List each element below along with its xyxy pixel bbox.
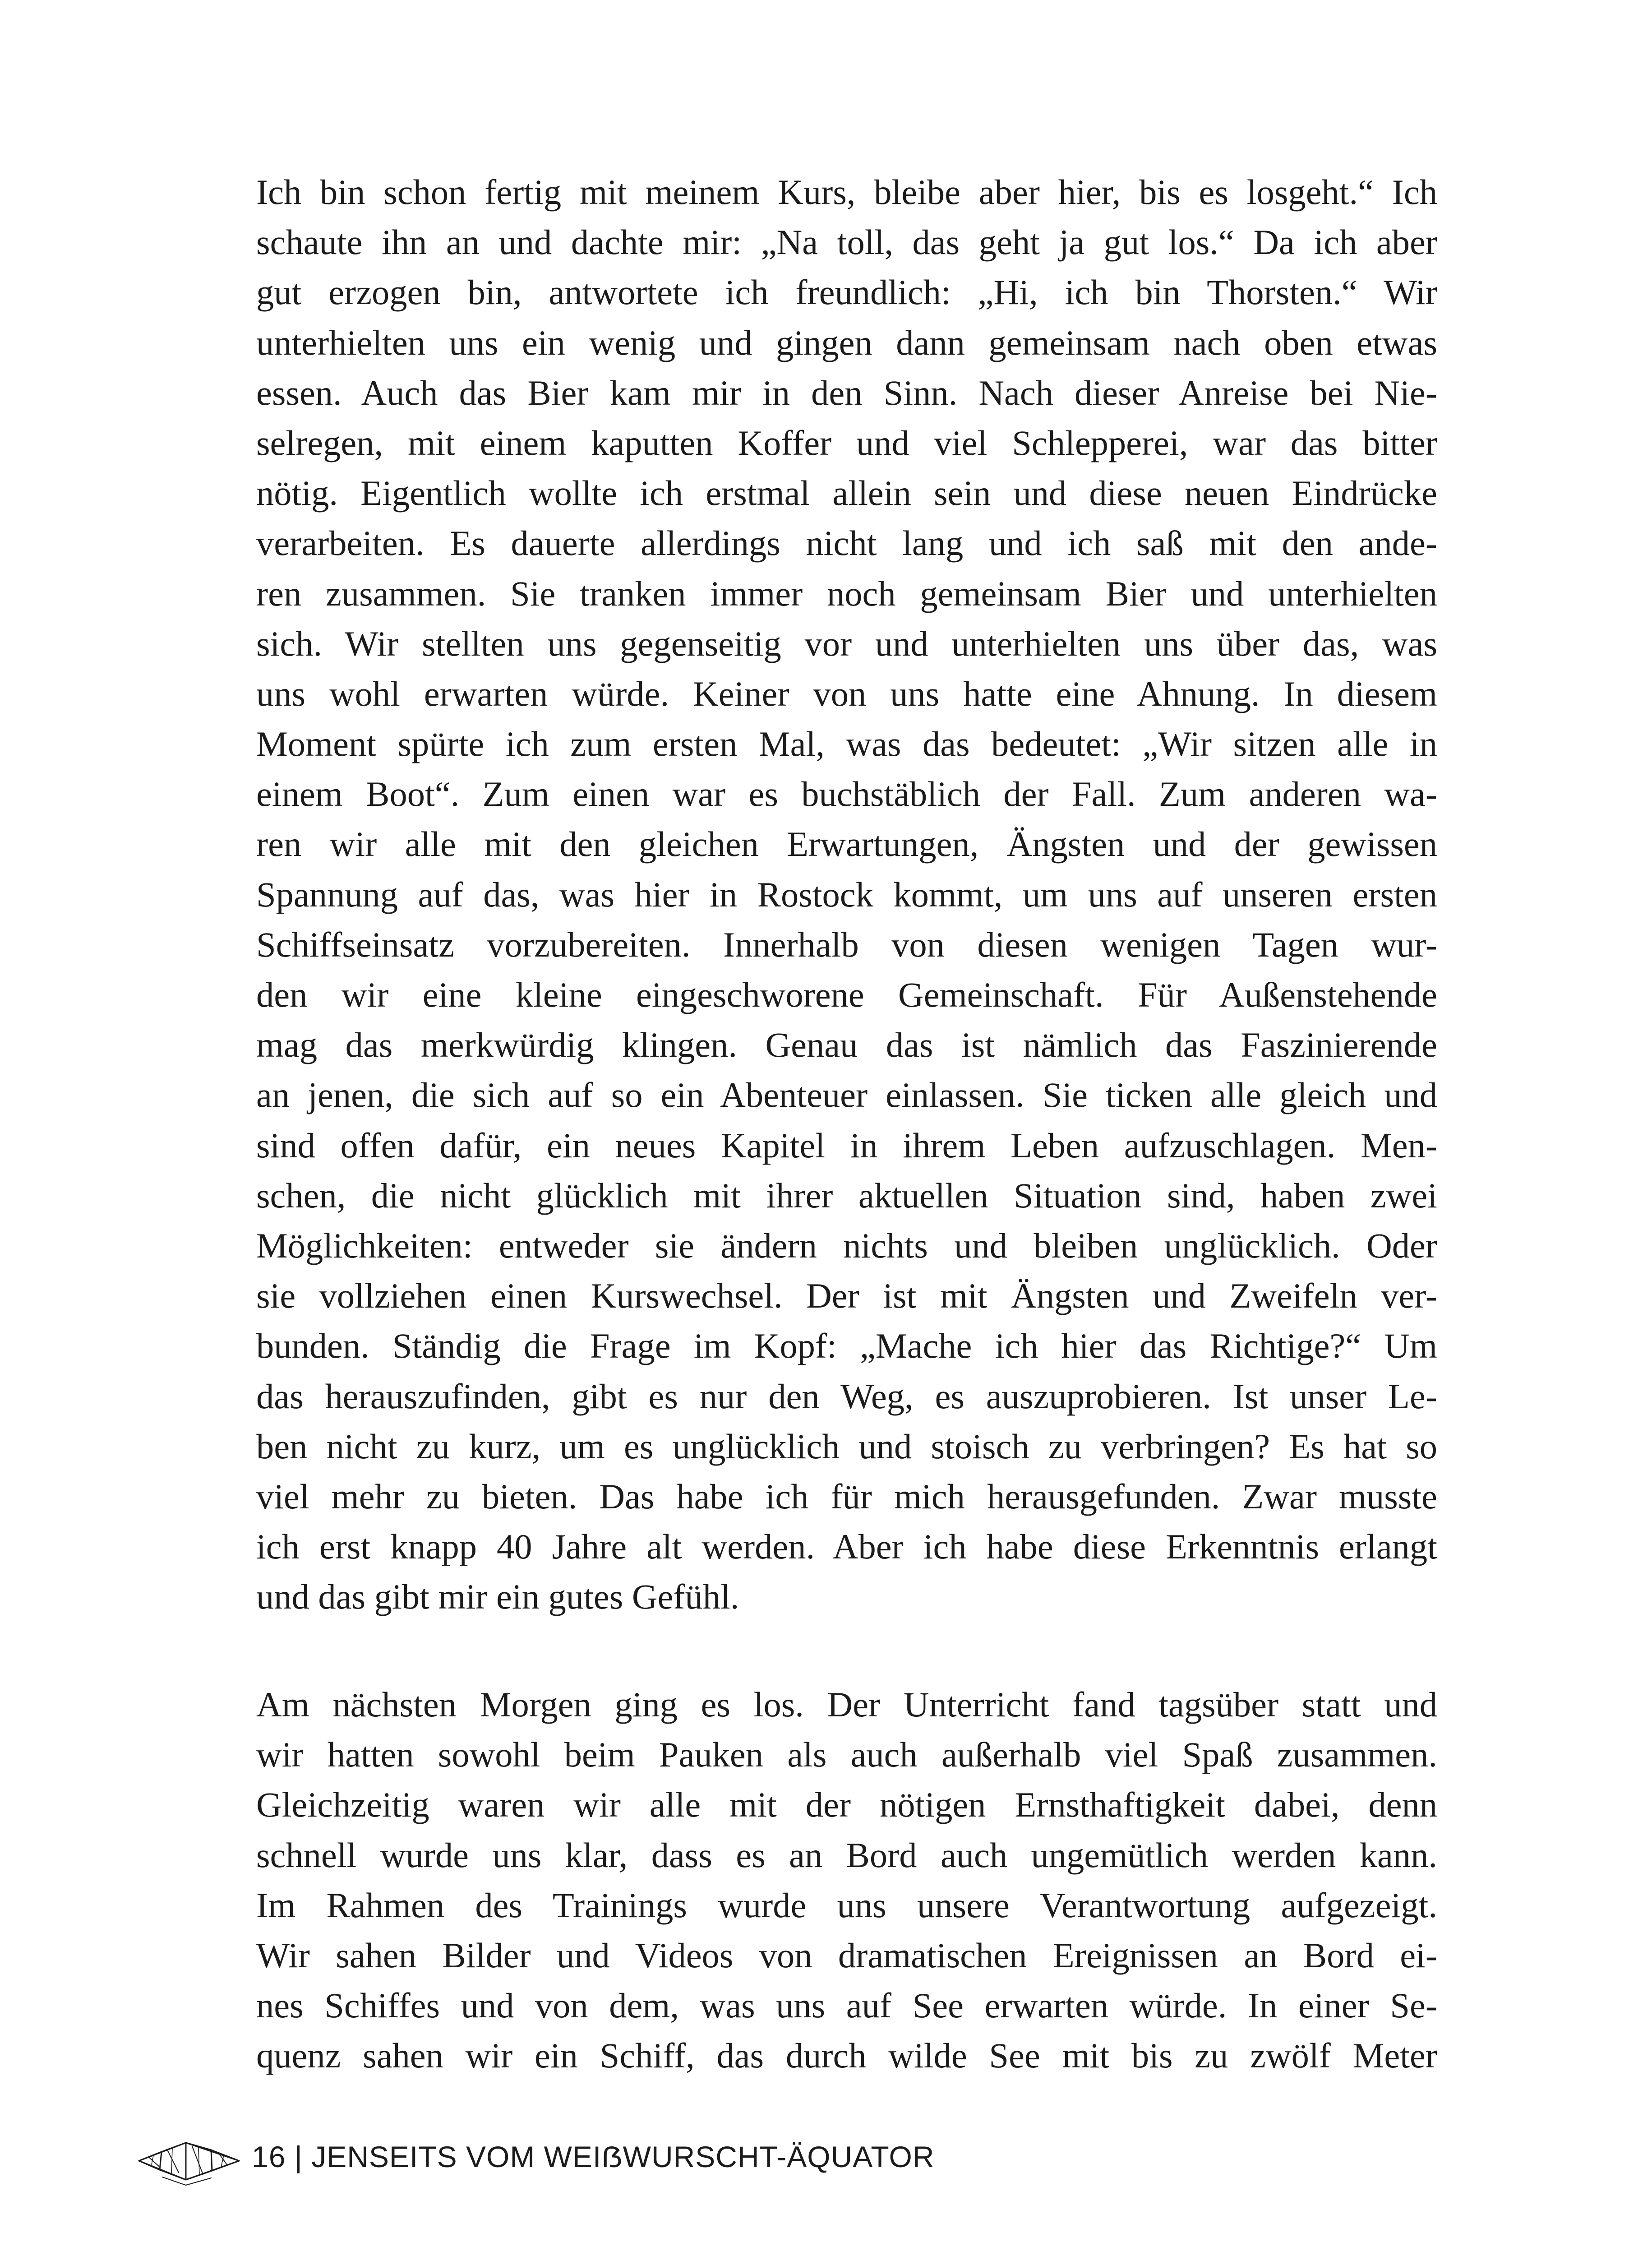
text-line: uns wohl erwarten würde. Keiner von uns hatte eine Ahnung. In diesem — [256, 674, 1437, 713]
text-line: quenz sahen wir ein Schiff, das durch wilde See mit bis zu zwölf Meter — [256, 2036, 1437, 2076]
text-line: Schiffseinsatz vorzubereiten. Innerhalb von diesen wenigen Tagen wur- — [256, 925, 1437, 964]
text-line: schaute ihn an und dachte mir: „Na toll, das geht ja gut los.“ Da ich aber — [256, 222, 1437, 262]
text-line: den wir eine kleine eingeschworene Gemeinschaft. Für Außenstehende — [256, 975, 1437, 1014]
text-line: sie vollziehen einen Kurswechsel. Der ist mit Ängsten und Zweifeln ver- — [256, 1276, 1437, 1316]
text-line: schnell wurde uns klar, dass es an Bord auch ungemütlich werden kann. — [256, 1835, 1437, 1875]
paragraph-2 — [256, 1679, 1437, 2081]
text-line: ren wir alle mit den gleichen Erwartungen, Ängsten und der gewissen — [256, 824, 1437, 864]
paragraph-1 — [256, 167, 1437, 1622]
text-line: sich. Wir stellten uns gegenseitig vor und unterhielten uns über das, was — [256, 624, 1437, 663]
text-line: an jenen, die sich auf so ein Abenteuer einlassen. Sie ticken alle gleich und — [256, 1075, 1437, 1115]
text-line: das herauszufinden, gibt es nur den Weg, es auszuprobieren. Ist unser Le- — [256, 1376, 1437, 1416]
text-line: Spannung auf das, was hier in Rostock kommt, um uns auf unseren ersten — [256, 874, 1437, 914]
text-line: einem Boot“. Zum einen war es buchstäblich der Fall. Zum anderen wa- — [256, 774, 1437, 814]
text-line: Gleichzeitig waren wir alle mit der nötigen Ernsthaftigkeit dabei, denn — [256, 1785, 1437, 1825]
paper-boat-icon — [135, 2123, 244, 2191]
text-line: ben nicht zu kurz, um es unglücklich und stoisch zu verbringen? Es hat so — [256, 1426, 1437, 1466]
text-line: essen. Auch das Bier kam mir in den Sinn. Nach dieser Anreise bei Nie- — [256, 373, 1437, 412]
page-number-label: 16 | JENSEITS VOM WEIẞWURSCHT-ÄQUATOR — [252, 2140, 935, 2173]
text-line: nötig. Eigentlich wollte ich erstmal allein sein und diese neuen Eindrücke — [256, 473, 1437, 513]
text-line: Wir sahen Bilder und Videos von dramatischen Ereignissen an Bord ei- — [256, 1935, 1437, 1975]
text-line: Möglichkeiten: entweder sie ändern nichts und bleiben unglücklich. Oder — [256, 1225, 1437, 1265]
text-line: viel mehr zu bieten. Das habe ich für mich herausgefunden. Zwar musste — [256, 1476, 1437, 1516]
text-line: Moment spürte ich zum ersten Mal, was das bedeutet: „Wir sitzen alle in — [256, 724, 1437, 764]
text-line: schen, die nicht glücklich mit ihrer aktuellen Situation sind, haben zwei — [256, 1175, 1437, 1215]
text-line: ren zusammen. Sie tranken immer noch gemeinsam Bier und unterhielten — [256, 573, 1437, 613]
text-line: Am nächsten Morgen ging es los. Der Unterricht fand tagsüber statt und — [256, 1685, 1437, 1724]
text-line: gut erzogen bin, antwortete ich freundlich: „Hi, ich bin Thorsten.“ Wir — [256, 273, 1437, 312]
text-line: verarbeiten. Es dauerte allerdings nicht lang und ich saß mit den ande- — [256, 523, 1437, 563]
text-line: wir hatten sowohl beim Pauken als auch außerhalb viel Spaß zusammen. — [256, 1735, 1437, 1775]
text-line: sind offen dafür, ein neues Kapitel in ihrem Leben aufzuschlagen. Men- — [256, 1125, 1437, 1165]
page-footer — [135, 2123, 935, 2191]
text-line: Ich bin schon fertig mit meinem Kurs, bleibe aber hier, bis es losgeht.“ Ich — [256, 172, 1437, 212]
text-line: Im Rahmen des Trainings wurde uns unsere Verantwortung aufgezeigt. — [256, 1885, 1437, 1925]
text-line: unterhielten uns ein wenig und gingen dann gemeinsam nach oben etwas — [256, 323, 1437, 362]
text-line: und das gibt mir ein gutes Gefühl. — [256, 1577, 739, 1617]
text-line: ich erst knapp 40 Jahre alt werden. Aber ich habe diese Erkenntnis erlangt — [256, 1527, 1437, 1567]
text-line: mag das merkwürdig klingen. Genau das ist nämlich das Faszinierende — [256, 1025, 1437, 1065]
text-line: bunden. Ständig die Frage im Kopf: „Mache ich hier das Richtige?“ Um — [256, 1326, 1437, 1366]
text-line: selregen, mit einem kaputten Koffer und viel Schlepperei, war das bitter — [256, 423, 1437, 462]
text-line: nes Schiffes und von dem, was uns auf See erwarten würde. In einer Se- — [256, 1986, 1437, 2025]
